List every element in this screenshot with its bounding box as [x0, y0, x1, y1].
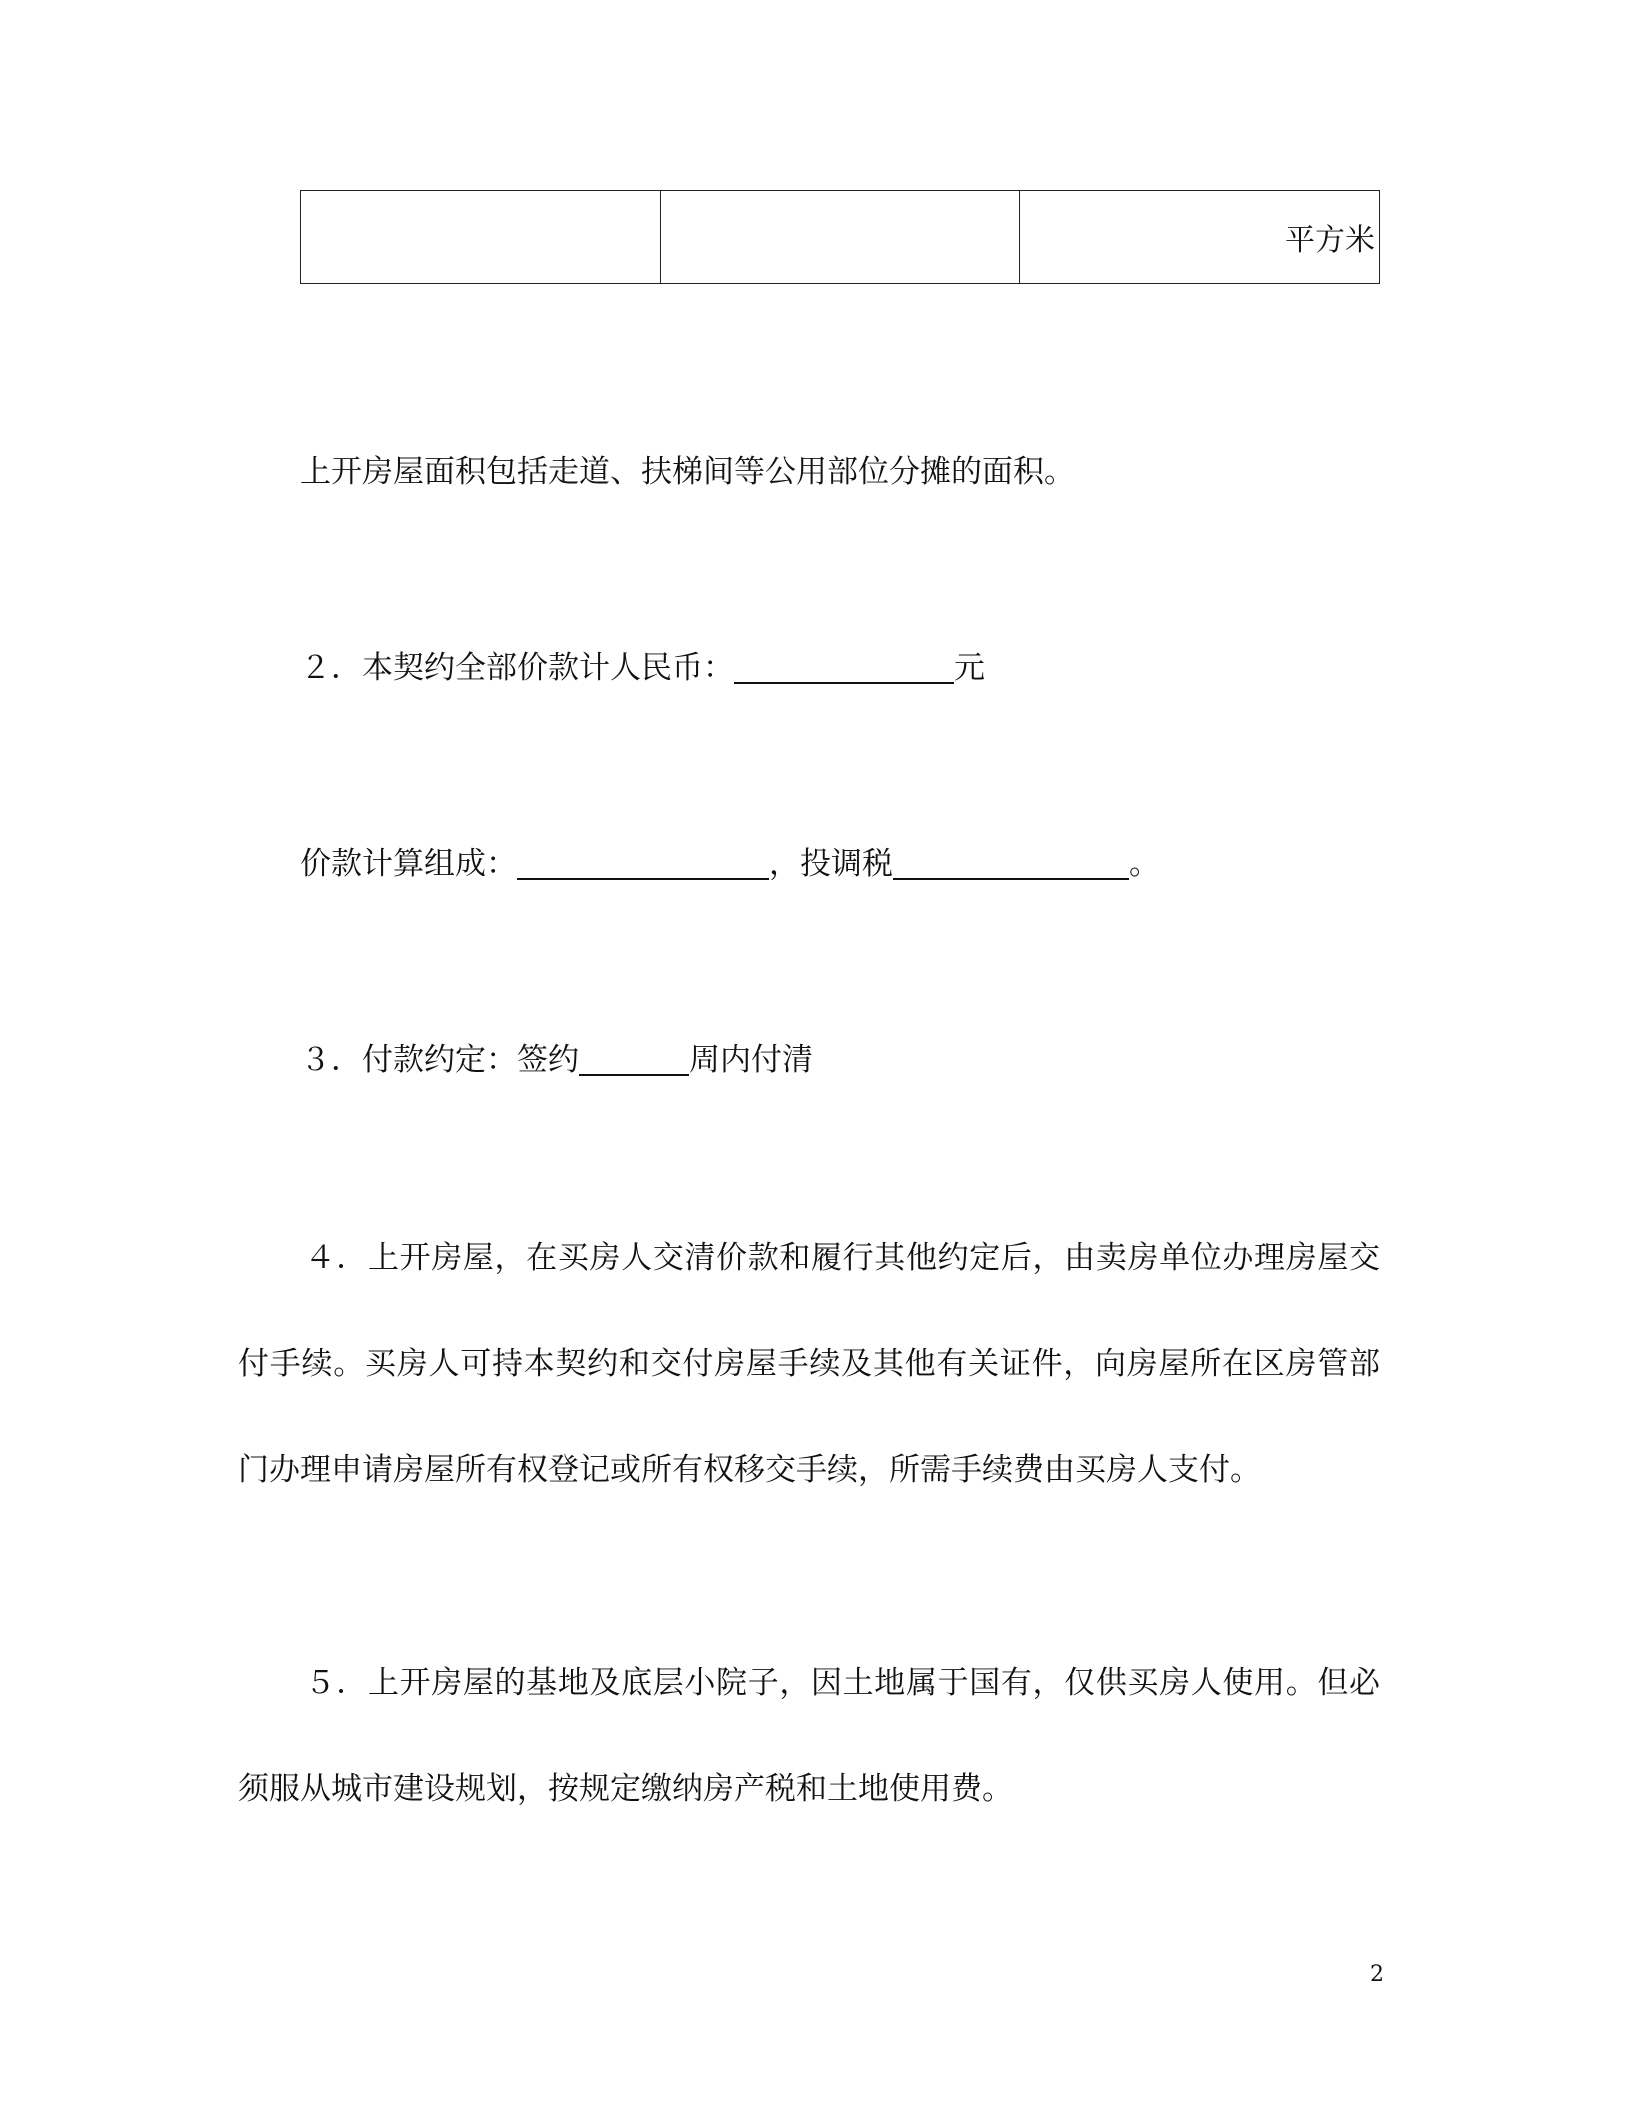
item-3-text: ３．付款约定：签约 [300, 1042, 579, 1078]
area-table [300, 190, 1380, 284]
item-5-text: ５．上开房屋的基地及底层小院子，因土地属于国有，仅供买房人使用。但必须服从城市建设规划，按规定缴纳房产税和土地使用费。 [238, 1665, 1380, 1807]
item-4-paragraph [238, 1205, 1380, 1523]
table-cell-area-unit: 平方米 [1020, 191, 1380, 284]
item-4-text: ４．上开房屋，在买房人交清价款和履行其他约定后，由卖房单位办理房屋交付手续。买房人可持本契约和交付房屋手续及其他有关证件，向房屋所在区房管部门办理申请房屋所有权登记或所有权移交手续，所需手续费由买房人支付。 [238, 1240, 1380, 1488]
area-note: 上开房屋面积包括走道、扶梯间等公用部位分摊的面积。 [300, 454, 1075, 490]
price-breakdown-label: 价款计算组成： [300, 846, 517, 882]
item-3-payment-terms [300, 1040, 813, 1080]
tax-blank [893, 844, 1129, 880]
page-number: 2 [1370, 1962, 1384, 1987]
item-5-paragraph [238, 1630, 1380, 1842]
weeks-blank [579, 1040, 689, 1076]
table-cell [660, 191, 1020, 284]
price-blank [734, 648, 954, 684]
table-cell [301, 191, 661, 284]
price-breakdown [300, 844, 1160, 884]
item-2-unit: 元 [954, 650, 985, 686]
table-row [301, 191, 1380, 284]
price-breakdown-end: 。 [1129, 846, 1160, 882]
breakdown-blank [517, 844, 769, 880]
item-2-total-price [300, 648, 985, 688]
item-3-suffix: 周内付清 [689, 1042, 813, 1078]
item-2-text: ２．本契约全部价款计人民币： [300, 650, 734, 686]
price-breakdown-tax-label: ，投调税 [769, 846, 893, 882]
